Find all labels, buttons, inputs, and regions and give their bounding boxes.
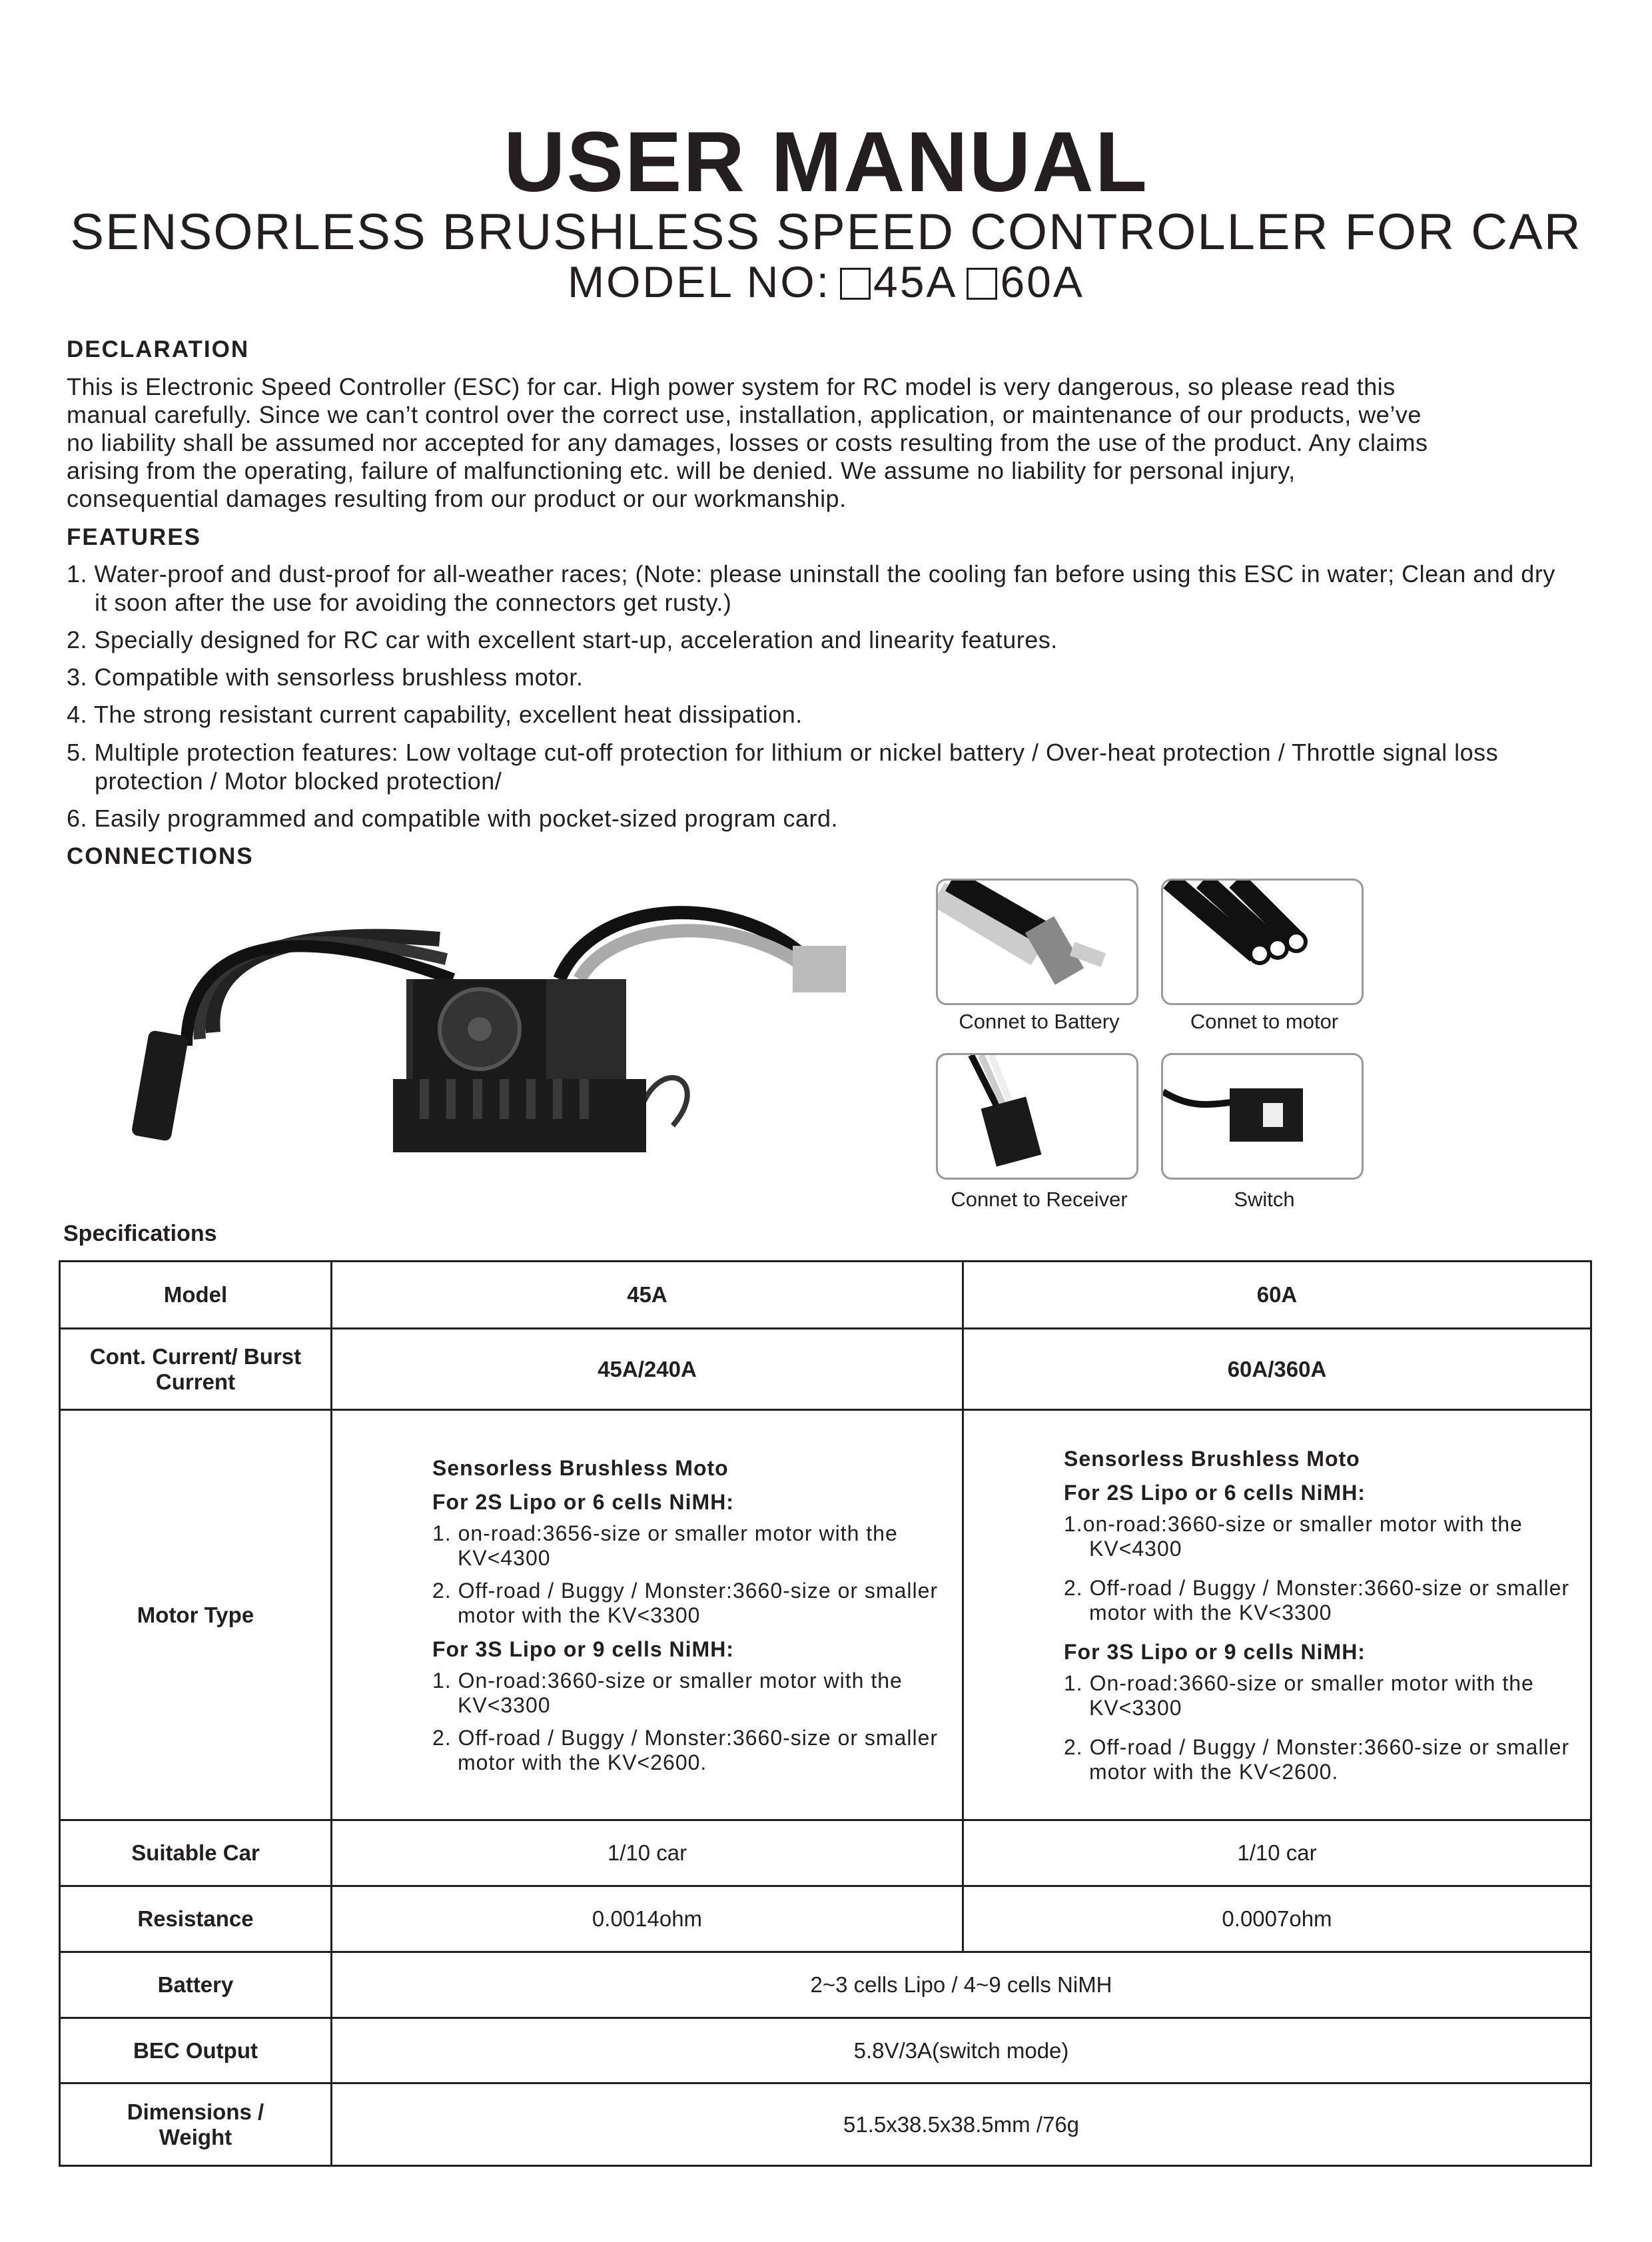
text-line: consequential damages resulting from our product or our workmanship. (67, 485, 847, 512)
cell: 45A/240A (332, 1329, 963, 1410)
text-line: arising from the operating, failure of malfunctioning etc. will be denied. We assume no liability for personal injury, (67, 457, 1296, 484)
cell-title: Sensorless Brushless Moto (432, 1456, 729, 1480)
table-row (60, 2018, 1591, 2083)
switch-photo (1161, 1053, 1364, 1180)
cell: 45A (332, 1262, 963, 1329)
row-label: Battery (60, 1952, 332, 2018)
table-row (60, 1329, 1591, 1410)
model-label: MODEL NO: (568, 257, 831, 306)
motor-type-45a (332, 1410, 963, 1820)
motor-type-60a (963, 1410, 1591, 1820)
cell-item: 1. On-road:3660-size or smaller motor with the KV<3300 (1064, 1671, 1534, 1720)
cell-item: 2. Off-road / Buggy / Monster:3660-size or smaller motor with the KV<2600. (432, 1726, 939, 1774)
table-row (60, 1820, 1591, 1886)
row-label: Suitable Car (60, 1820, 332, 1886)
table-row (60, 1262, 1591, 1329)
specifications-table (59, 1260, 1592, 2167)
declaration-heading: DECLARATION (67, 336, 250, 362)
feature-item: 2. Specially designed for RC car with excellent start-up, acceleration and linearity features. (67, 626, 1058, 653)
cell: 5.8V/3A(switch mode) (332, 2018, 1591, 2083)
cell-heading: For 2S Lipo or 6 cells NiMH: (432, 1490, 734, 1514)
table-row (60, 1410, 1591, 1820)
text-line: This is Electronic Speed Controller (ESC) for car. High power system for RC model is very dangerous, so please read this (67, 373, 1396, 400)
table-row (60, 2083, 1591, 2166)
model-option: 45A (873, 257, 958, 306)
receiver-connector-photo (936, 1053, 1138, 1180)
declaration-text (67, 373, 1599, 513)
table-row (60, 1886, 1591, 1952)
feature-item: 6. Easily programmed and compatible with pocket-sized program card. (67, 805, 839, 832)
features-heading: FEATURES (67, 524, 202, 550)
row-label: BEC Output (60, 2018, 332, 2083)
cell-item: 1. On-road:3660-size or smaller motor with the KV<3300 (432, 1669, 903, 1717)
cell: 1/10 car (332, 1820, 963, 1886)
feature-item: 1. Water-proof and dust-proof for all-weather races; (Note: please uninstall the cooling fan before using this ESC in water; Clean and dry it soon after the use for avoiding the connectors get rusty.) (67, 560, 1555, 616)
cell: 60A (963, 1262, 1591, 1329)
cell-item: 2. Off-road / Buggy / Monster:3660-size or smaller motor with the KV<3300 (432, 1579, 939, 1627)
text-line: no liability shall be assumed nor accepted for any damages, losses or costs resulting from the use of the product. Any claims (67, 429, 1428, 456)
cell-item: 2. Off-road / Buggy / Monster:3660-size or smaller motor with the KV<2600. (1064, 1735, 1570, 1784)
page-title: USER MANUAL (504, 115, 1148, 210)
caption-motor: Connet to motor (1190, 1010, 1339, 1033)
row-label: Model (60, 1262, 332, 1329)
caption-receiver: Connet to Receiver (951, 1188, 1128, 1211)
model-number (0, 256, 1652, 307)
motor-connector-photo (1161, 879, 1364, 1005)
row-label: Cont. Current/ Burst Current (60, 1329, 332, 1410)
cell-heading: For 2S Lipo or 6 cells NiMH: (1064, 1481, 1366, 1505)
cell: 60A/360A (963, 1329, 1591, 1410)
table-row (60, 1952, 1591, 2018)
cell: 51.5x38.5x38.5mm /76g (332, 2083, 1591, 2166)
cell-item: 1.on-road:3660-size or smaller motor with the KV<4300 (1064, 1512, 1523, 1561)
cell: 0.0007ohm (963, 1886, 1591, 1952)
feature-item: 4. The strong resistant current capability, excellent heat dissipation. (67, 701, 803, 728)
specifications-heading: Specifications (63, 1221, 217, 1246)
caption-battery: Connet to Battery (959, 1010, 1120, 1033)
checkbox-60a (967, 268, 997, 300)
cell: 1/10 car (963, 1820, 1591, 1886)
cell: 2~3 cells Lipo / 4~9 cells NiMH (332, 1952, 1591, 2018)
row-label: Motor Type (60, 1410, 332, 1820)
checkbox-45a (840, 268, 871, 300)
esc-photo (127, 879, 859, 1159)
feature-item: 3. Compatible with sensorless brushless motor. (67, 663, 584, 691)
row-label: Resistance (60, 1886, 332, 1952)
cell-heading: For 3S Lipo or 9 cells NiMH: (1064, 1640, 1366, 1664)
cell-heading: For 3S Lipo or 9 cells NiMH: (432, 1637, 734, 1661)
row-label: Dimensions / Weight (60, 2083, 332, 2166)
model-option: 60A (1000, 257, 1084, 306)
page-subtitle: SENSORLESS BRUSHLESS SPEED CONTROLLER FOR CAR (70, 204, 1582, 260)
text-line: manual carefully. Since we can’t control over the correct use, installation, application, or maintenance of our products, we’ve (67, 401, 1422, 428)
cell: 0.0014ohm (332, 1886, 963, 1952)
caption-switch: Switch (1234, 1188, 1295, 1211)
battery-connector-photo (936, 879, 1138, 1005)
feature-item: 5. Multiple protection features: Low voltage cut-off protection for lithium or nickel battery / Over-heat protection / Throttle signal loss protection / Motor blocked protection/ (67, 739, 1499, 795)
cell-item: 1. on-road:3656-size or smaller motor with the KV<4300 (432, 1521, 898, 1570)
cell-title: Sensorless Brushless Moto (1064, 1447, 1360, 1471)
cell-item: 2. Off-road / Buggy / Monster:3660-size or smaller motor with the KV<3300 (1064, 1576, 1570, 1625)
connections-heading: CONNECTIONS (67, 843, 254, 869)
